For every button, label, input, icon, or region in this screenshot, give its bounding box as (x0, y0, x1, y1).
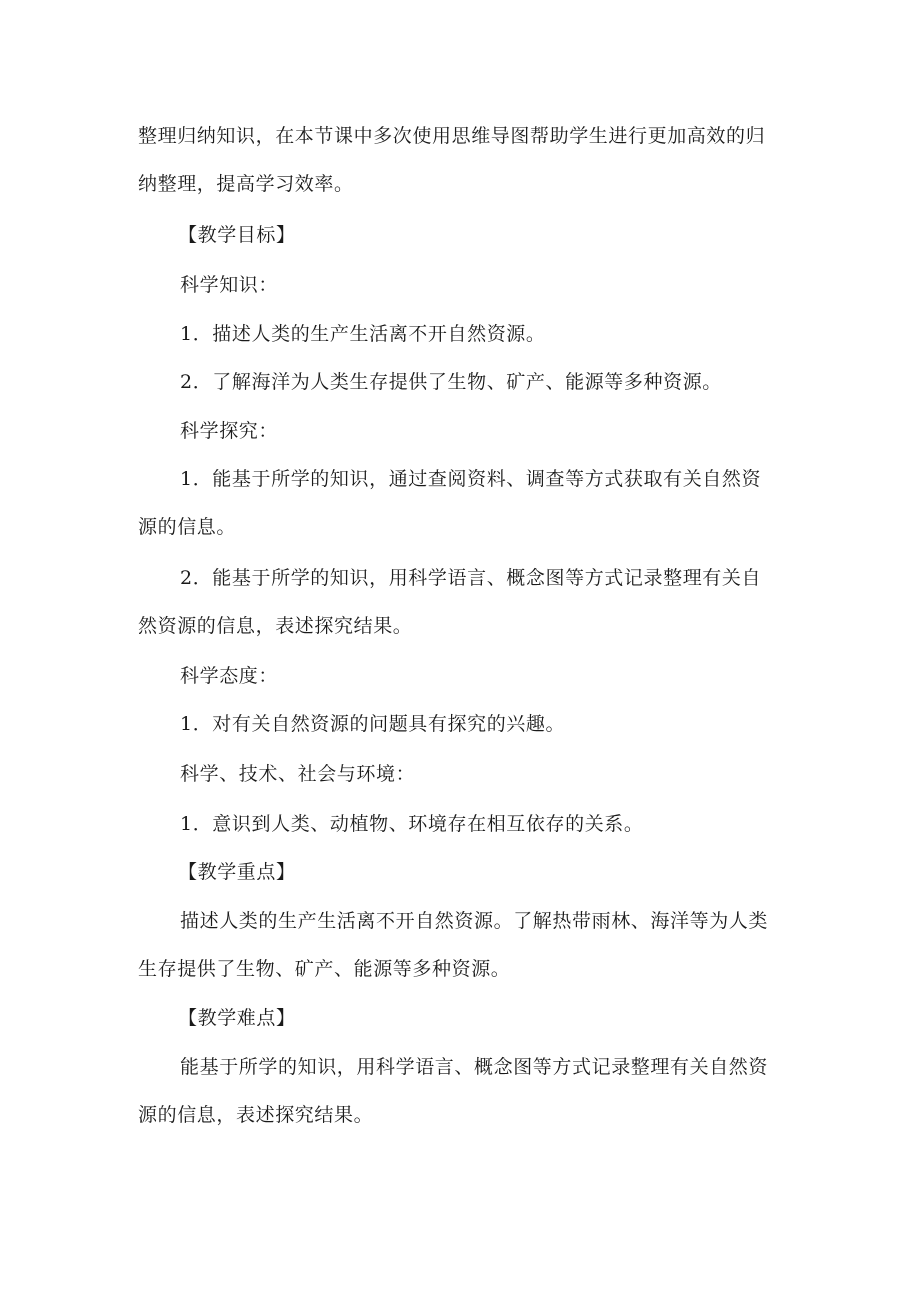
keypoint-line-1: 描述人类的生产生活离不开自然资源。了解热带雨林、海洋等为人类 (180, 910, 769, 932)
objectives-heading: 【教学目标】 (178, 224, 296, 246)
intro-line-1: 整理归纳知识，在本节课中多次使用思维导图帮助学生进行更加高效的归 (138, 125, 766, 147)
inquiry-item-1-line-1: 1．能基于所学的知识，通过查阅资料、调查等方式获取有关自然资 (180, 468, 762, 490)
difficulty-line-2: 源的信息，表述探究结果。 (138, 1104, 374, 1126)
knowledge-item-1: 1．描述人类的生产生活离不开自然资源。 (180, 323, 546, 345)
inquiry-label: 科学探究： (180, 420, 279, 442)
inquiry-item-2-line-2: 然资源的信息，表述探究结果。 (138, 615, 413, 637)
attitude-label: 科学态度： (180, 665, 279, 687)
difficulty-heading: 【教学难点】 (178, 1007, 296, 1029)
sts-label: 科学、技术、社会与环境： (180, 763, 416, 785)
inquiry-item-1-line-2: 源的信息。 (138, 516, 237, 538)
intro-line-2: 纳整理，提高学习效率。 (138, 173, 354, 195)
sts-item-1: 1．意识到人类、动植物、环境存在相互依存的关系。 (180, 813, 644, 835)
keypoint-line-2: 生存提供了生物、矿产、能源等多种资源。 (138, 958, 511, 980)
knowledge-item-2: 2．了解海洋为人类生存提供了生物、矿产、能源等多种资源。 (180, 371, 722, 393)
attitude-item-1: 1．对有关自然资源的问题具有探究的兴趣。 (180, 713, 566, 735)
keypoint-heading: 【教学重点】 (178, 861, 296, 883)
inquiry-item-2-line-1: 2．能基于所学的知识，用科学语言、概念图等方式记录整理有关自 (180, 567, 762, 589)
difficulty-line-1: 能基于所学的知识，用科学语言、概念图等方式记录整理有关自然资 (180, 1056, 769, 1078)
knowledge-label: 科学知识： (180, 274, 279, 296)
